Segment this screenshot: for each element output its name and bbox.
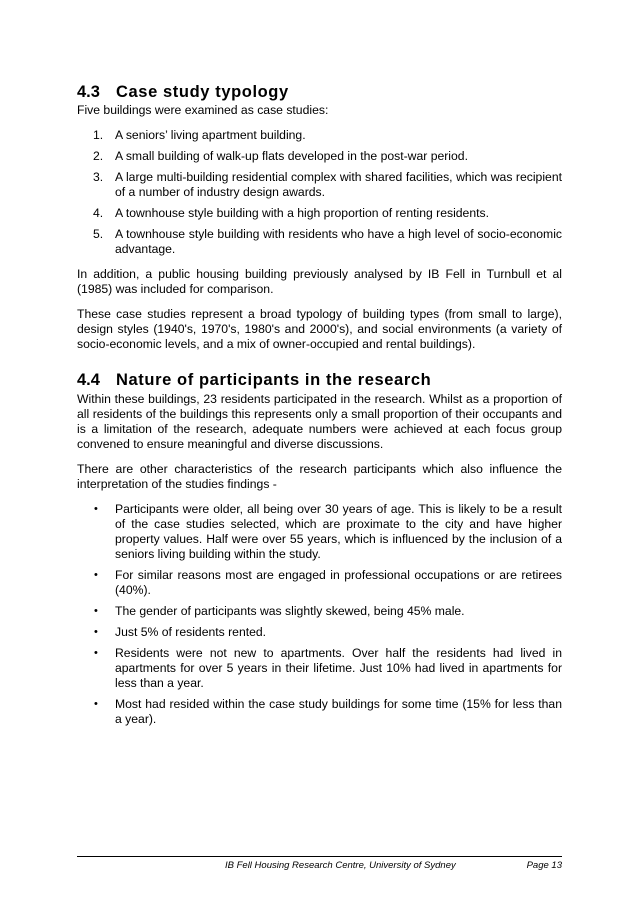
bullet-text: Most had resided within the case study buildings for some time (15% for less than a year). (115, 697, 562, 726)
section-intro: Five buildings were examined as case studies: (77, 103, 329, 117)
section-heading (77, 370, 562, 390)
bullet-item (77, 646, 562, 691)
list-item (77, 227, 562, 257)
list-text: A townhouse style building with residents who have a high level of socio-economic advantage. (115, 227, 562, 256)
bullet-text: The gender of participants was slightly skewed, being 45% male. (115, 604, 465, 618)
bullet-icon: • (94, 569, 98, 581)
participant-characteristics-list (77, 502, 562, 727)
list-item (77, 128, 562, 143)
bullet-icon: • (94, 698, 98, 710)
section-intro: Within these buildings, 23 residents participated in the research. Whilst as a proportion of all residents of the buildings this represents only a small proportion of their occupants and is a limitation of the research, adequate numbers were achieved at each focus group convened to ensure meaningful and diverse discussions. (77, 392, 562, 451)
list-item (77, 206, 562, 221)
section-number: 4.3 (77, 83, 100, 101)
bullet-icon: • (94, 503, 98, 515)
bullet-item (77, 697, 562, 727)
list-number: 5. (93, 227, 104, 241)
bullet-icon: • (94, 605, 98, 617)
paragraph: These case studies represent a broad typology of building types (from small to large), design styles (1940's, 1970's, 1980's and 2000's), and social environments (a variety of socio-economic levels, and a mix of owner-occupied and rental buildings). (77, 307, 562, 351)
list-text: A small building of walk-up flats developed in the post-war period. (115, 149, 468, 163)
list-text: A large multi-building residential complex with shared facilities, which was recipient of a number of industry design awards. (115, 170, 562, 199)
paragraph: There are other characteristics of the research participants which also influence the interpretation of the studies findings - (77, 462, 562, 491)
section-title: Case study typology (116, 83, 289, 101)
page-number: Page 13 (526, 860, 562, 871)
page-body (77, 82, 562, 733)
list-item (77, 149, 562, 164)
footer-source: IB Fell Housing Research Centre, University of Sydney (225, 860, 456, 871)
list-text: A seniors’ living apartment building. (115, 128, 306, 142)
list-item (77, 170, 562, 200)
list-number: 3. (93, 170, 104, 184)
section-title: Nature of participants in the research (116, 371, 432, 389)
bullet-icon: • (94, 647, 98, 659)
list-text: A townhouse style building with a high proportion of renting residents. (115, 206, 489, 220)
section-4-3 (77, 82, 562, 352)
section-4-4 (77, 370, 562, 727)
section-number: 4.4 (77, 371, 100, 389)
bullet-icon: • (94, 626, 98, 638)
bullet-text: For similar reasons most are engaged in professional occupations or are retirees (40%). (115, 568, 562, 597)
bullet-text: Residents were not new to apartments. Over half the residents had lived in apartments for over 5 years in their lifetime. Just 10% had lived in apartments for less than a year. (115, 646, 562, 690)
footer-divider (77, 856, 562, 857)
bullet-text: Participants were older, all being over 30 years of age. This is likely to be a result of the case studies selected, which are proximate to the city and have higher property values. Half were over 55 years, which is influenced by the inclusion of a seniors living building within the study. (115, 502, 562, 561)
bullet-item (77, 568, 562, 598)
bullet-item (77, 604, 562, 619)
bullet-text: Just 5% of residents rented. (115, 625, 267, 639)
bullet-item (77, 502, 562, 562)
list-number: 1. (93, 128, 104, 142)
list-number: 4. (93, 206, 104, 220)
section-heading (77, 82, 562, 102)
case-study-list (77, 128, 562, 257)
paragraph: In addition, a public housing building previously analysed by IB Fell in Turnbull et al (1985) was included for comparison. (77, 267, 562, 296)
bullet-item (77, 625, 562, 640)
list-number: 2. (93, 149, 104, 163)
